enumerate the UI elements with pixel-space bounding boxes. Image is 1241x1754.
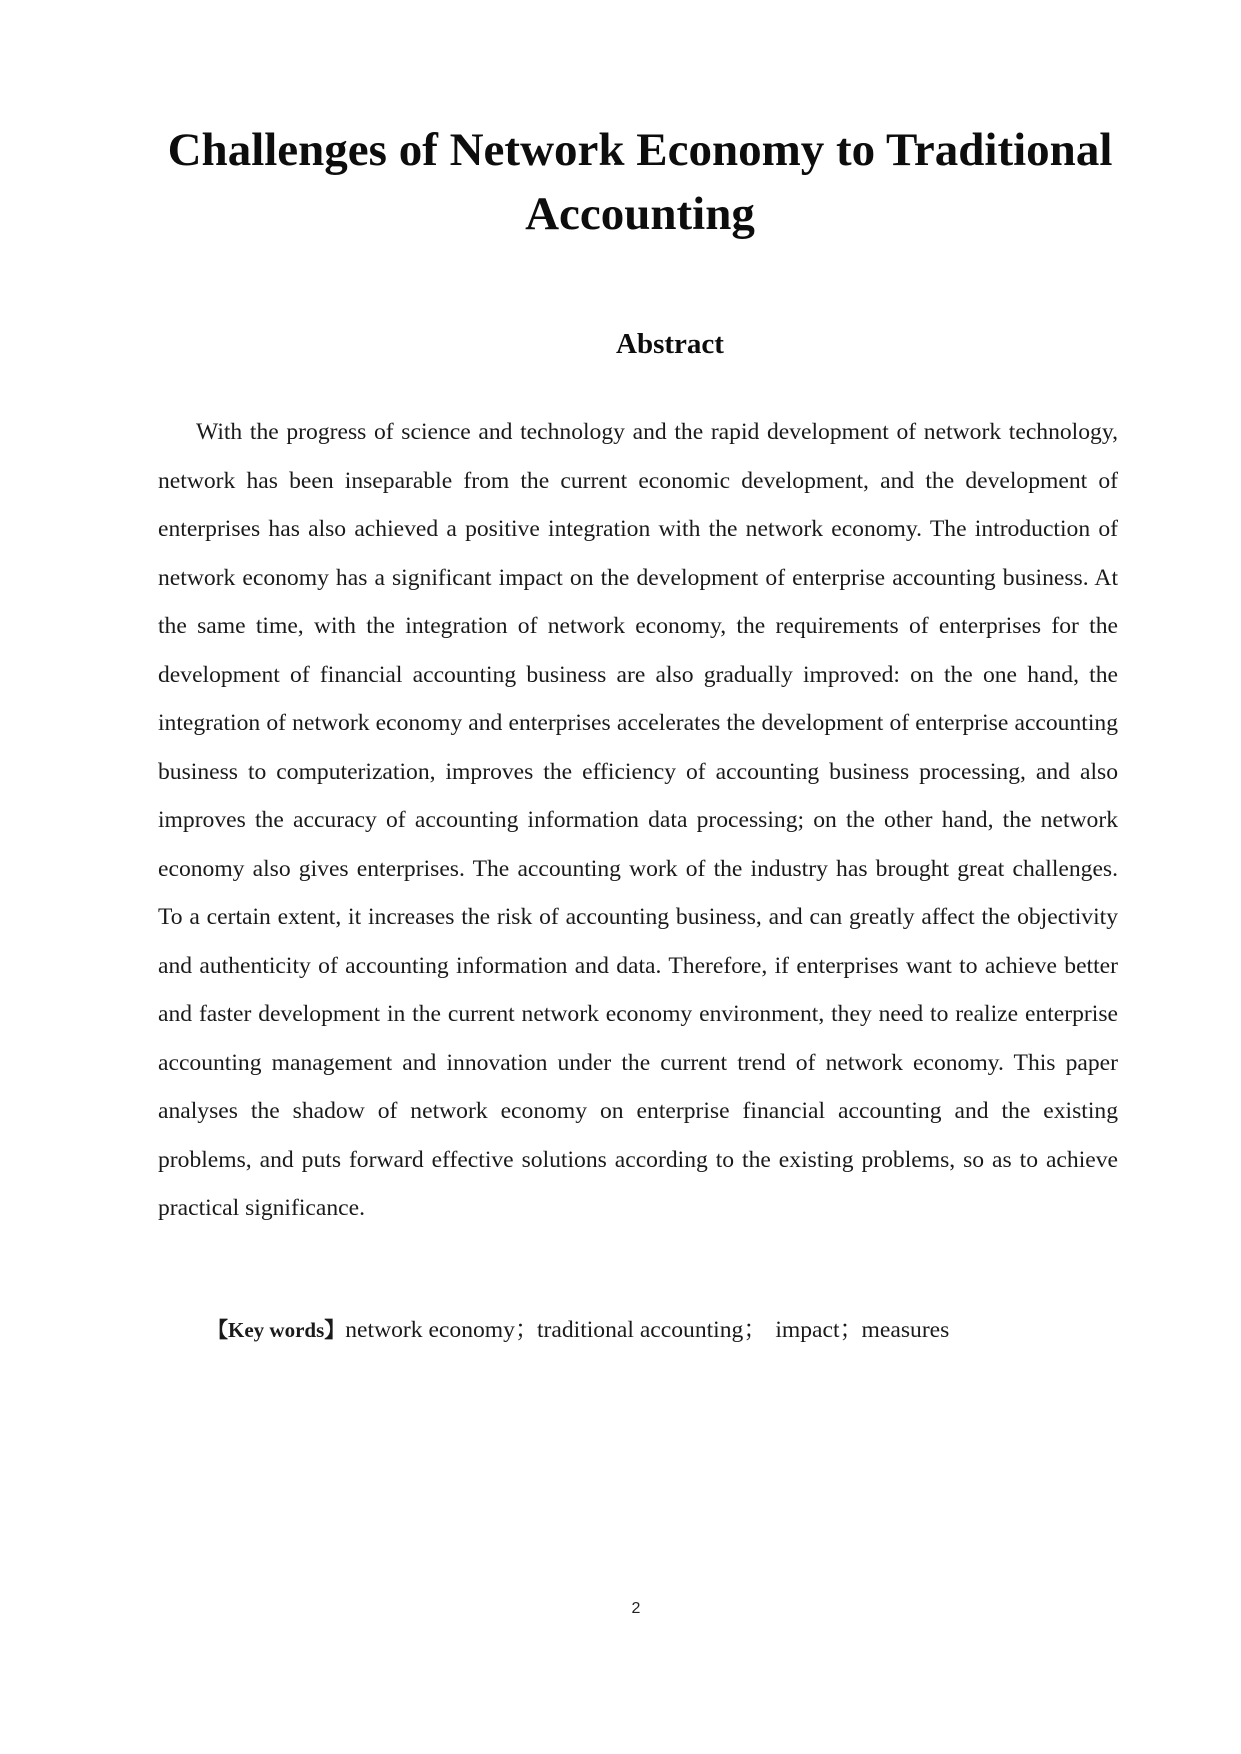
keywords-label: 【Key words】 xyxy=(207,1318,346,1342)
keyword-item: measures xyxy=(861,1317,950,1343)
page-number: 2 xyxy=(631,1600,641,1617)
keyword-separator: ； xyxy=(514,1317,539,1343)
keyword-item: network economy xyxy=(345,1317,515,1343)
keyword-item: traditional accounting xyxy=(536,1317,744,1343)
keywords-line xyxy=(207,1310,1107,1350)
document-title: Challenges of Network Economy to Traditional Accounting xyxy=(167,124,1113,240)
abstract-heading: Abstract xyxy=(616,328,724,360)
keyword-item: impact xyxy=(775,1317,840,1343)
keyword-separator: ； xyxy=(839,1317,864,1343)
abstract-paragraph: With the progress of science and technology and the rapid development of network technology, network has been inseparable from the current economic development, and the development of enterprises has also achieved a positive integration with the network economy. The introduction of network economy has a significant impact on the development of enterprise accounting business. At the same time, with the integration of network economy, the requirements of enterprises for the development of financial accounting business are also gradually improved: on the one hand, the integration of network economy and enterprises accelerates the development of enterprise accounting business to computerization, improves the efficiency of accounting business processing, and also improves the accuracy of accounting information data processing; on the other hand, the network economy also gives enterprises. The accounting work of the industry has brought great challenges. To a certain extent, it increases the risk of accounting business, and can greatly affect the objectivity and authenticity of accounting information and data. Therefore, if enterprises want to achieve better and faster development in the current network economy environment, they need to realize enterprise accounting management and innovation under the current trend of network economy. This paper analyses the shadow of network economy on enterprise financial accounting and the existing problems, and puts forward effective solutions according to the existing problems, so as to achieve practical significance. xyxy=(158,419,1118,1221)
keyword-separator: ； xyxy=(743,1317,767,1343)
